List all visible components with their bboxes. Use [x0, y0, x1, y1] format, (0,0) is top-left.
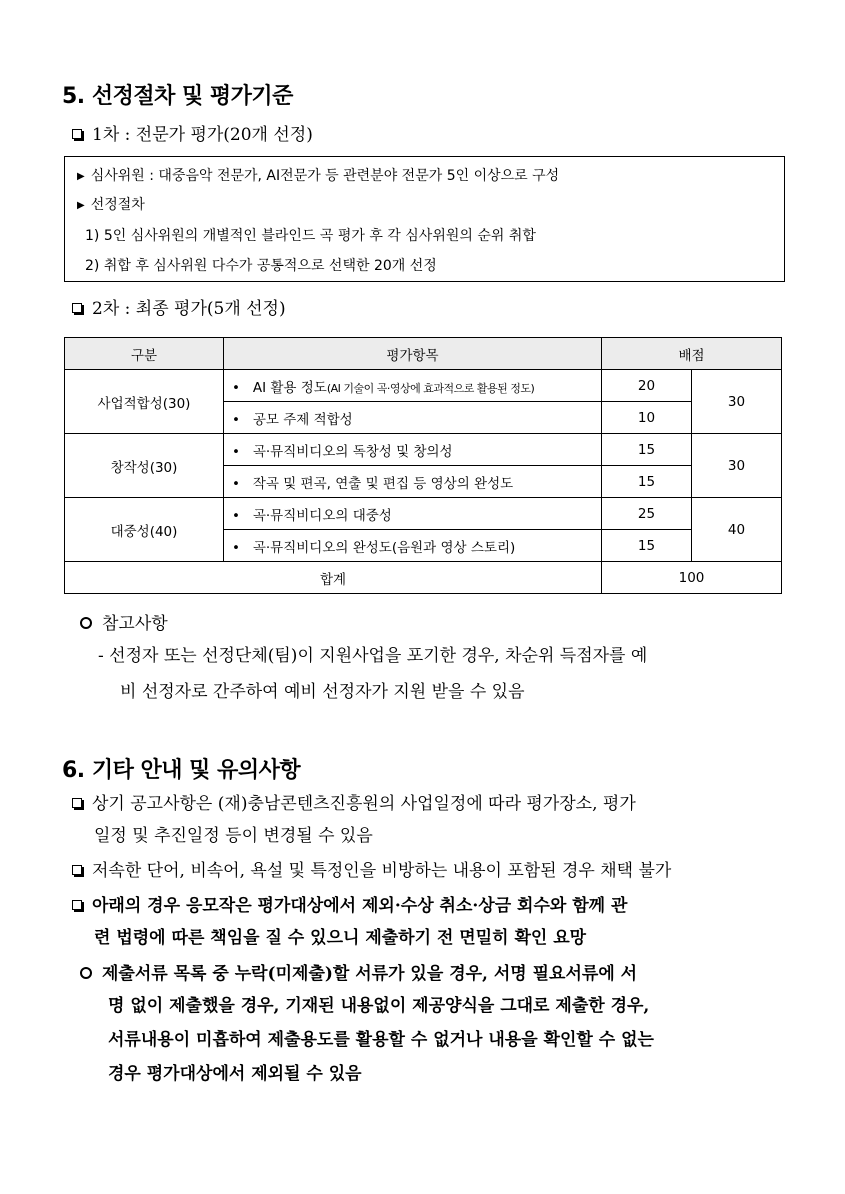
header-score: 배점	[602, 338, 782, 370]
table-row	[65, 370, 782, 402]
item4-line-3: 서류내용이 미흡하여 제출용도를 활용할 수 없거나 내용을 확인할 수 없는	[108, 1030, 654, 1050]
item3-line-2: 련 법령에 따른 책임을 질 수 있으니 제출하기 전 면밀히 확인 요망	[94, 928, 587, 948]
stage1-line-1: ▶ 심사위원 : 대중음악 전문가, AI전문가 등 관련분야 전문가 5인 이상으로 구성	[77, 168, 560, 184]
category-cell: 사업적합성(30)	[65, 370, 224, 434]
checkbox-square-icon	[72, 129, 82, 139]
table-header-row	[65, 338, 782, 370]
checkbox-square-icon	[72, 798, 82, 808]
stage1-line-3: 1) 5인 심사위원의 개별적인 블라인드 곡 평가 후 각 심사위원의 순위 취합	[85, 228, 536, 244]
score-cell: 20	[602, 370, 692, 402]
stage1-line-2: ▶ 선정절차	[77, 197, 145, 213]
checkbox-square-icon	[72, 303, 82, 313]
circle-bullet-icon	[80, 967, 92, 979]
total-label: 합계	[65, 562, 602, 594]
stage1-heading-row	[72, 120, 313, 145]
checkbox-square-icon	[72, 900, 82, 910]
evaluation-table	[64, 337, 782, 594]
item4-line-4: 경우 평가대상에서 제외될 수 있음	[108, 1064, 362, 1084]
item2-line-1: 저속한 단어, 비속어, 욕설 및 특정인을 비방하는 내용이 포함된 경우 채택 불가	[72, 855, 671, 887]
score-cell: 10	[602, 402, 692, 434]
stage1-line-4: 2) 취합 후 심사위원 다수가 공통적으로 선택한 20개 선정	[85, 258, 437, 274]
header-category: 구분	[65, 338, 224, 370]
subtotal-cell: 40	[692, 498, 782, 562]
item-cell: • 곡·뮤직비디오의 독창성 및 창의성	[224, 434, 602, 466]
notes-heading-row	[80, 609, 168, 634]
item4-line-1: 제출서류 목록 중 누락(미제출)할 서류가 있을 경우, 서명 필요서류에 서	[80, 958, 637, 990]
table-row	[65, 498, 782, 530]
item1-line-2: 일정 및 추진일정 등이 변경될 수 있음	[94, 826, 373, 846]
stage2-heading-row	[72, 294, 286, 319]
table-row	[65, 434, 782, 466]
item-cell: • 공모 주제 적합성	[224, 402, 602, 434]
notes-line-1: - 선정자 또는 선정단체(팀)이 지원사업을 포기한 경우, 차순위 득점자를 예	[98, 646, 648, 666]
section6-title: 6. 기타 안내 및 유의사항	[62, 758, 301, 783]
subtotal-cell: 30	[692, 370, 782, 434]
item4-line-2: 명 없이 제출했을 경우, 기재된 내용없이 제공양식을 그대로 제출한 경우,	[108, 996, 650, 1016]
item1-line-1: 상기 공고사항은 (재)충남콘텐츠진흥원의 사업일정에 따라 평가장소, 평가	[72, 788, 636, 820]
item-cell: • AI 활용 정도(AI 기술이 곡·영상에 효과적으로 활용된 정도)	[224, 370, 602, 402]
subtotal-cell: 30	[692, 434, 782, 498]
checkbox-square-icon	[72, 865, 82, 875]
item3-line-1: 아래의 경우 응모작은 평가대상에서 제외·수상 취소·상금 회수와 함께 관	[72, 890, 627, 922]
header-items: 평가항목	[224, 338, 602, 370]
stage1-info-box	[64, 156, 785, 282]
item-cell: • 작곡 및 편곡, 연출 및 편집 등 영상의 완성도	[224, 466, 602, 498]
table-total-row	[65, 562, 782, 594]
score-cell: 15	[602, 530, 692, 562]
score-cell: 15	[602, 466, 692, 498]
item-cell: • 곡·뮤직비디오의 대중성	[224, 498, 602, 530]
notes-line-2: 비 선정자로 간주하여 예비 선정자가 지원 받을 수 있음	[120, 682, 525, 702]
notes-heading: 참고사항	[102, 614, 168, 634]
score-cell: 15	[602, 434, 692, 466]
triangle-bullet-icon: ▶	[77, 171, 85, 182]
total-value: 100	[602, 562, 782, 594]
score-cell: 25	[602, 498, 692, 530]
item-cell: • 곡·뮤직비디오의 완성도(음원과 영상 스토리)	[224, 530, 602, 562]
stage2-heading: 2차 : 최종 평가(5개 선정)	[92, 299, 286, 319]
stage1-heading: 1차 : 전문가 평가(20개 선정)	[92, 125, 313, 145]
triangle-bullet-icon: ▶	[77, 200, 85, 211]
circle-bullet-icon	[80, 617, 92, 629]
category-cell: 대중성(40)	[65, 498, 224, 562]
section5-title: 5. 선정절차 및 평가기준	[62, 84, 293, 109]
category-cell: 창작성(30)	[65, 434, 224, 498]
